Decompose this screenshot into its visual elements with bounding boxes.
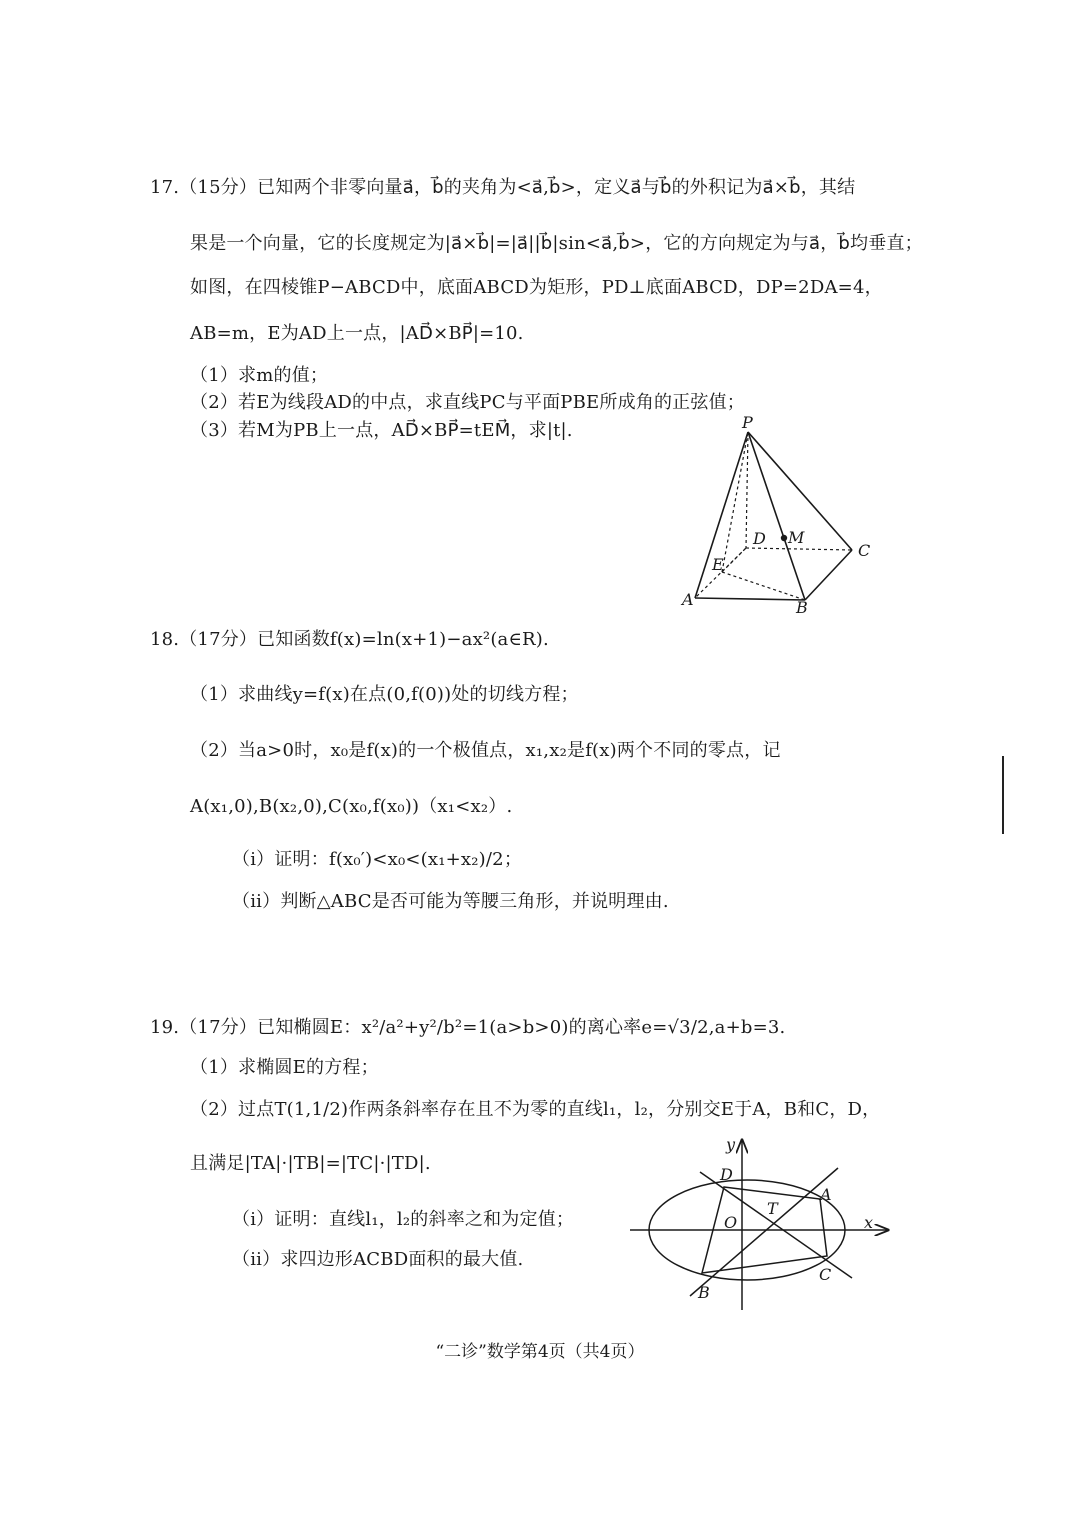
- page-footer: “二诊”数学第4页（共4页）: [435, 1342, 645, 1362]
- ellipse-figure: [620, 1128, 900, 1318]
- label-M: M: [788, 528, 805, 547]
- q18-line-4: A(x₁,0),B(x₂,0),C(x₀,f(x₀))（x₁<x₂）.: [190, 796, 513, 817]
- label-D2: D: [720, 1165, 733, 1184]
- q17-part-2: （2）若E为线段AD的中点，求直线PC与平面PBE所成角的正弦值；: [190, 392, 745, 413]
- segment-EB: [722, 572, 805, 600]
- q19-part-2-ii: （ii）求四边形ACBD面积的最大值.: [232, 1249, 524, 1270]
- label-A: A: [682, 590, 694, 609]
- q17-line-1: 17.（15分）已知两个非零向量a⃗，b⃗的夹角为<a⃗,b⃗>，定义a⃗与b⃗的外积记为a⃗×b⃗，其结: [150, 177, 856, 198]
- edge-BC: [805, 550, 852, 600]
- q18-part-2-i: （i）证明：f(x₀′)<x₀<(x₁+x₂)/2；: [232, 849, 523, 870]
- point-M: [781, 535, 787, 541]
- label-D: D: [753, 529, 766, 548]
- q17-line-4: AB=m，E为AD上一点，|AD⃗×BP⃗|=10.: [190, 323, 524, 344]
- edge-PD: [746, 432, 748, 548]
- label-E: E: [712, 555, 724, 574]
- q17-line-2: 果是一个向量，它的长度规定为|a⃗×b⃗|=|a⃗||b⃗|sin<a⃗,b⃗>，它的方向规定为与a⃗，b⃗均垂直；: [190, 233, 923, 254]
- q18-part-2: （2）当a>0时，x₀是f(x)的一个极值点，x₁,x₂是f(x)两个不同的零点，记: [190, 740, 781, 761]
- edge-AB: [695, 598, 805, 600]
- q18-part-1: （1）求曲线y=f(x)在点(0,f(0))处的切线方程；: [190, 684, 579, 705]
- edge-DC: [746, 548, 852, 550]
- label-O: O: [724, 1213, 738, 1232]
- q19-part-2: （2）过点T(1,1/2)作两条斜率存在且不为零的直线l₁，l₂，分别交E于A，B和C，D，: [190, 1099, 881, 1120]
- label-C2: C: [819, 1265, 832, 1284]
- label-y: y: [726, 1135, 736, 1154]
- label-x: x: [864, 1213, 874, 1232]
- q19-line-4: 且满足|TA|·|TB|=|TC|·|TD|.: [190, 1153, 431, 1174]
- edge-PB: [748, 432, 805, 600]
- q19-part-2-i: （i）证明：直线l₁，l₂的斜率之和为定值；: [232, 1209, 575, 1230]
- label-C: C: [858, 541, 871, 560]
- label-T: T: [767, 1199, 778, 1218]
- q17-part-3: （3）若M为PB上一点，AD⃗×BP⃗=tEM⃗，求|t|.: [190, 420, 573, 441]
- q18-part-2-ii: （ii）判断△ABC是否可能为等腰三角形，并说明理由.: [232, 891, 669, 912]
- scan-mark: [1002, 756, 1004, 834]
- q17-line-3: 如图，在四棱锥P−ABCD中，底面ABCD为矩形，PD⊥底面ABCD，DP=2DA=4，: [190, 277, 883, 298]
- label-B2: B: [698, 1283, 710, 1302]
- pyramid-figure: [670, 410, 890, 620]
- label-P: P: [742, 413, 753, 432]
- q18-line-1: 18.（17分）已知函数f(x)=ln(x+1)−ax²(a∈R).: [150, 629, 549, 650]
- label-A2: A: [820, 1185, 832, 1204]
- q19-line-1: 19.（17分）已知椭圆E：x²/a²+y²/b²=1(a>b>0)的离心率e=√3/2,a+b=3.: [150, 1017, 786, 1038]
- q19-part-1: （1）求椭圆E的方程；: [190, 1057, 379, 1078]
- label-B: B: [796, 598, 808, 617]
- q17-part-1: （1）求m的值；: [190, 365, 329, 386]
